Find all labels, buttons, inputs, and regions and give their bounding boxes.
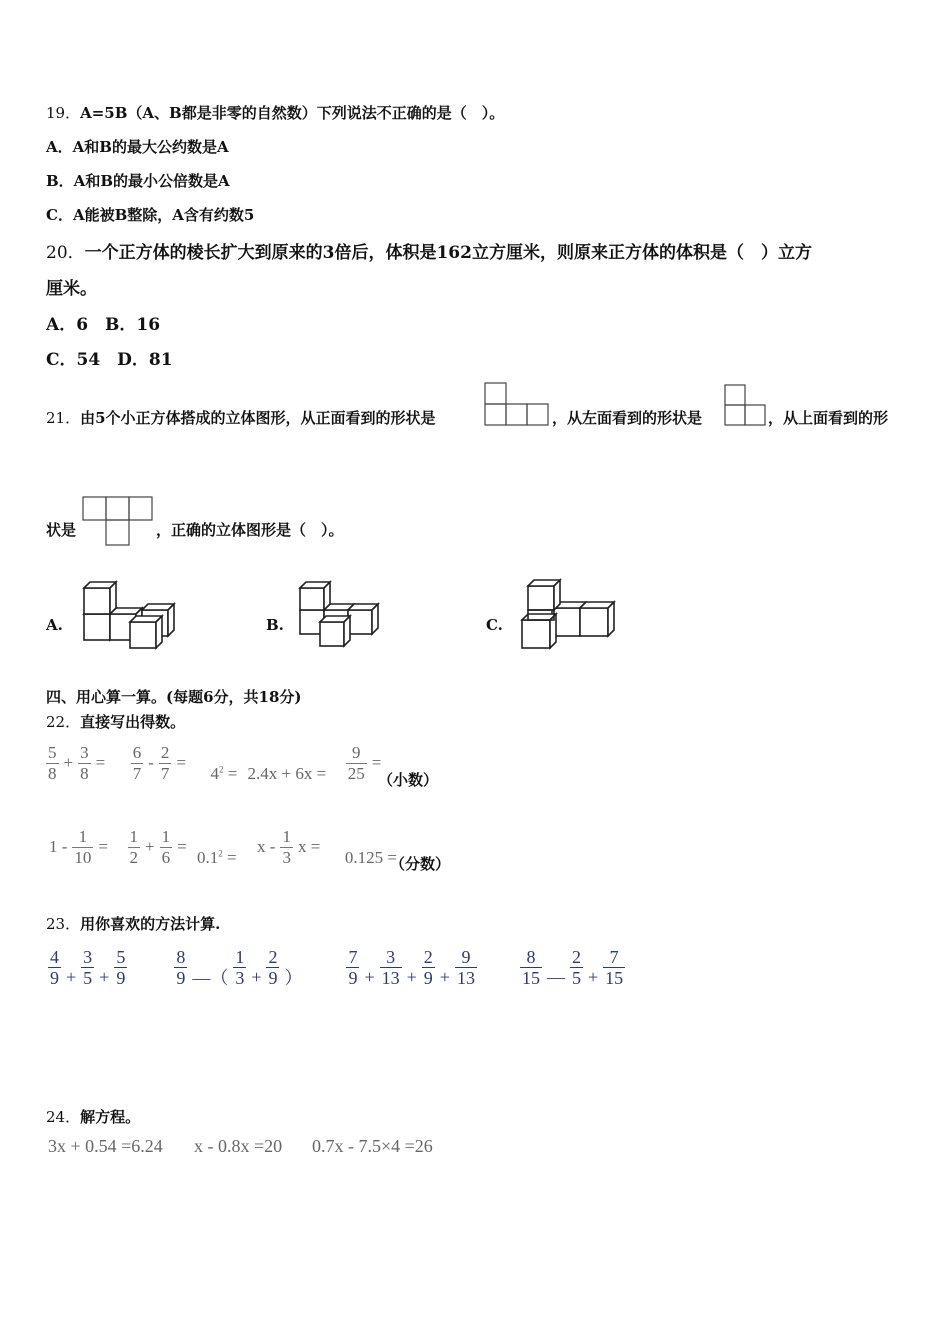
- q24-stem: 24．解方程。: [46, 1108, 141, 1126]
- power-expression: $0.1^2$ =: [196, 848, 237, 867]
- q20-options-row2: C．54 D．81: [46, 350, 173, 370]
- fraction: $\frac{5}{8}$: [48, 742, 57, 783]
- q21-part5: ，正确的立体图形是（ ）。: [156, 521, 344, 539]
- front-view-figure: [484, 382, 550, 426]
- q22-row2: 1 - $\frac{1}{10}$ = $\frac{1}{2}$ + $\frac{1}{6}$ = $0.1^2 = x$ - $\frac{1}{3}$ x = 0.125 =: [49, 826, 397, 867]
- q21-option-a-label: A.: [46, 616, 63, 634]
- linear-expression: 2.4x + 6x =: [247, 764, 327, 783]
- q21-option-c-label: C.: [486, 616, 503, 634]
- q22-stem: 22．直接写出得数。: [46, 713, 186, 731]
- fraction: $\frac{9}{25}$: [347, 742, 365, 783]
- q23-expressions: [46, 944, 627, 990]
- q21-option-b-label: B.: [266, 616, 284, 634]
- q20-options-row1: A．6 B．16: [46, 315, 161, 335]
- fraction: $\frac{3}{8}$: [80, 742, 89, 783]
- q23-expr-1: $\frac{4}{9}$ + $\frac{3}{5}$ + $\frac{5}{9}$: [50, 946, 126, 988]
- fraction: $\frac{1}{2}$: [129, 826, 139, 867]
- q19-option-c: C．A能被B整除，A含有约数5: [46, 206, 255, 224]
- top-view-figure: [82, 496, 154, 548]
- q24-equation-2: x - 0.8x =20: [194, 1136, 283, 1156]
- q22-row1: $\frac{5}{8}$ + $\frac{3}{8}$ = $\frac{6}{7}$ - $\frac{2}{7}$ = $4^2 = 2.4x + 6x$ = $\frac{9}{25}$ =: [48, 742, 382, 783]
- q22-row1-note: （小数）: [378, 771, 439, 789]
- q24-equation-1: 3x + 0.54 =6.24: [48, 1136, 163, 1156]
- cube-figure-b: [298, 580, 386, 650]
- q22-row2-note: （分数）: [390, 855, 451, 873]
- left-view-figure: [724, 384, 768, 428]
- q23-expr-4: $\frac{8}{15}$ — $\frac{2}{5}$ + $\frac{7}{15}$: [521, 946, 624, 988]
- q21-part3: ，从上面看到的形: [768, 409, 889, 427]
- power-expression: $4^2$ =: [210, 764, 238, 783]
- section-title: 四、用心算一算。(每题6分，共18分): [46, 688, 302, 706]
- fraction: $\frac{6}{7}$: [132, 742, 142, 783]
- fraction: $\frac{1}{3}$: [282, 826, 291, 867]
- q21-part1: 21．由5个小正方体搭成的立体图形，从正面看到的形状是: [46, 409, 436, 427]
- q21-part4: 状是: [46, 521, 77, 539]
- cube-figure-c: [518, 576, 618, 650]
- cube-figure-a: [82, 578, 180, 650]
- q20-stem-line2: 厘米。: [46, 279, 97, 299]
- decimal-expression: 0.125 =: [344, 848, 397, 867]
- q20-stem-line1: 20．一个正方体的棱长扩大到原来的3倍后，体积是162立方厘米，则原来正方体的体积是（ ）立方: [46, 243, 812, 263]
- q19-stem: 19．A=5B（A、B都是非零的自然数）下列说法不正确的是（ ）。: [46, 104, 505, 122]
- q23-stem: 23．用你喜欢的方法计算.: [46, 915, 221, 933]
- q21-part2: ，从左面看到的形状是: [552, 409, 703, 427]
- fraction: $\frac{1}{6}$: [161, 826, 171, 867]
- q19-option-b: B．A和B的最小公倍数是A: [46, 172, 230, 190]
- q23-expr-3: $\frac{7}{9}$ + $\frac{3}{13}$ + $\frac{2}{9}$ + $\frac{9}{13}$: [348, 946, 475, 988]
- fraction: $\frac{1}{10}$: [74, 826, 92, 867]
- q23-expr-2: $\frac{8}{9}$ —（ $\frac{1}{3}$ + $\frac{2}{9}$ ）: [176, 946, 303, 988]
- q24-equation-3: 0.7x - 7.5×4 =26: [312, 1136, 433, 1156]
- fraction: $\frac{2}{7}$: [160, 742, 170, 783]
- q19-option-a: A．A和B的最大公约数是A: [46, 138, 229, 156]
